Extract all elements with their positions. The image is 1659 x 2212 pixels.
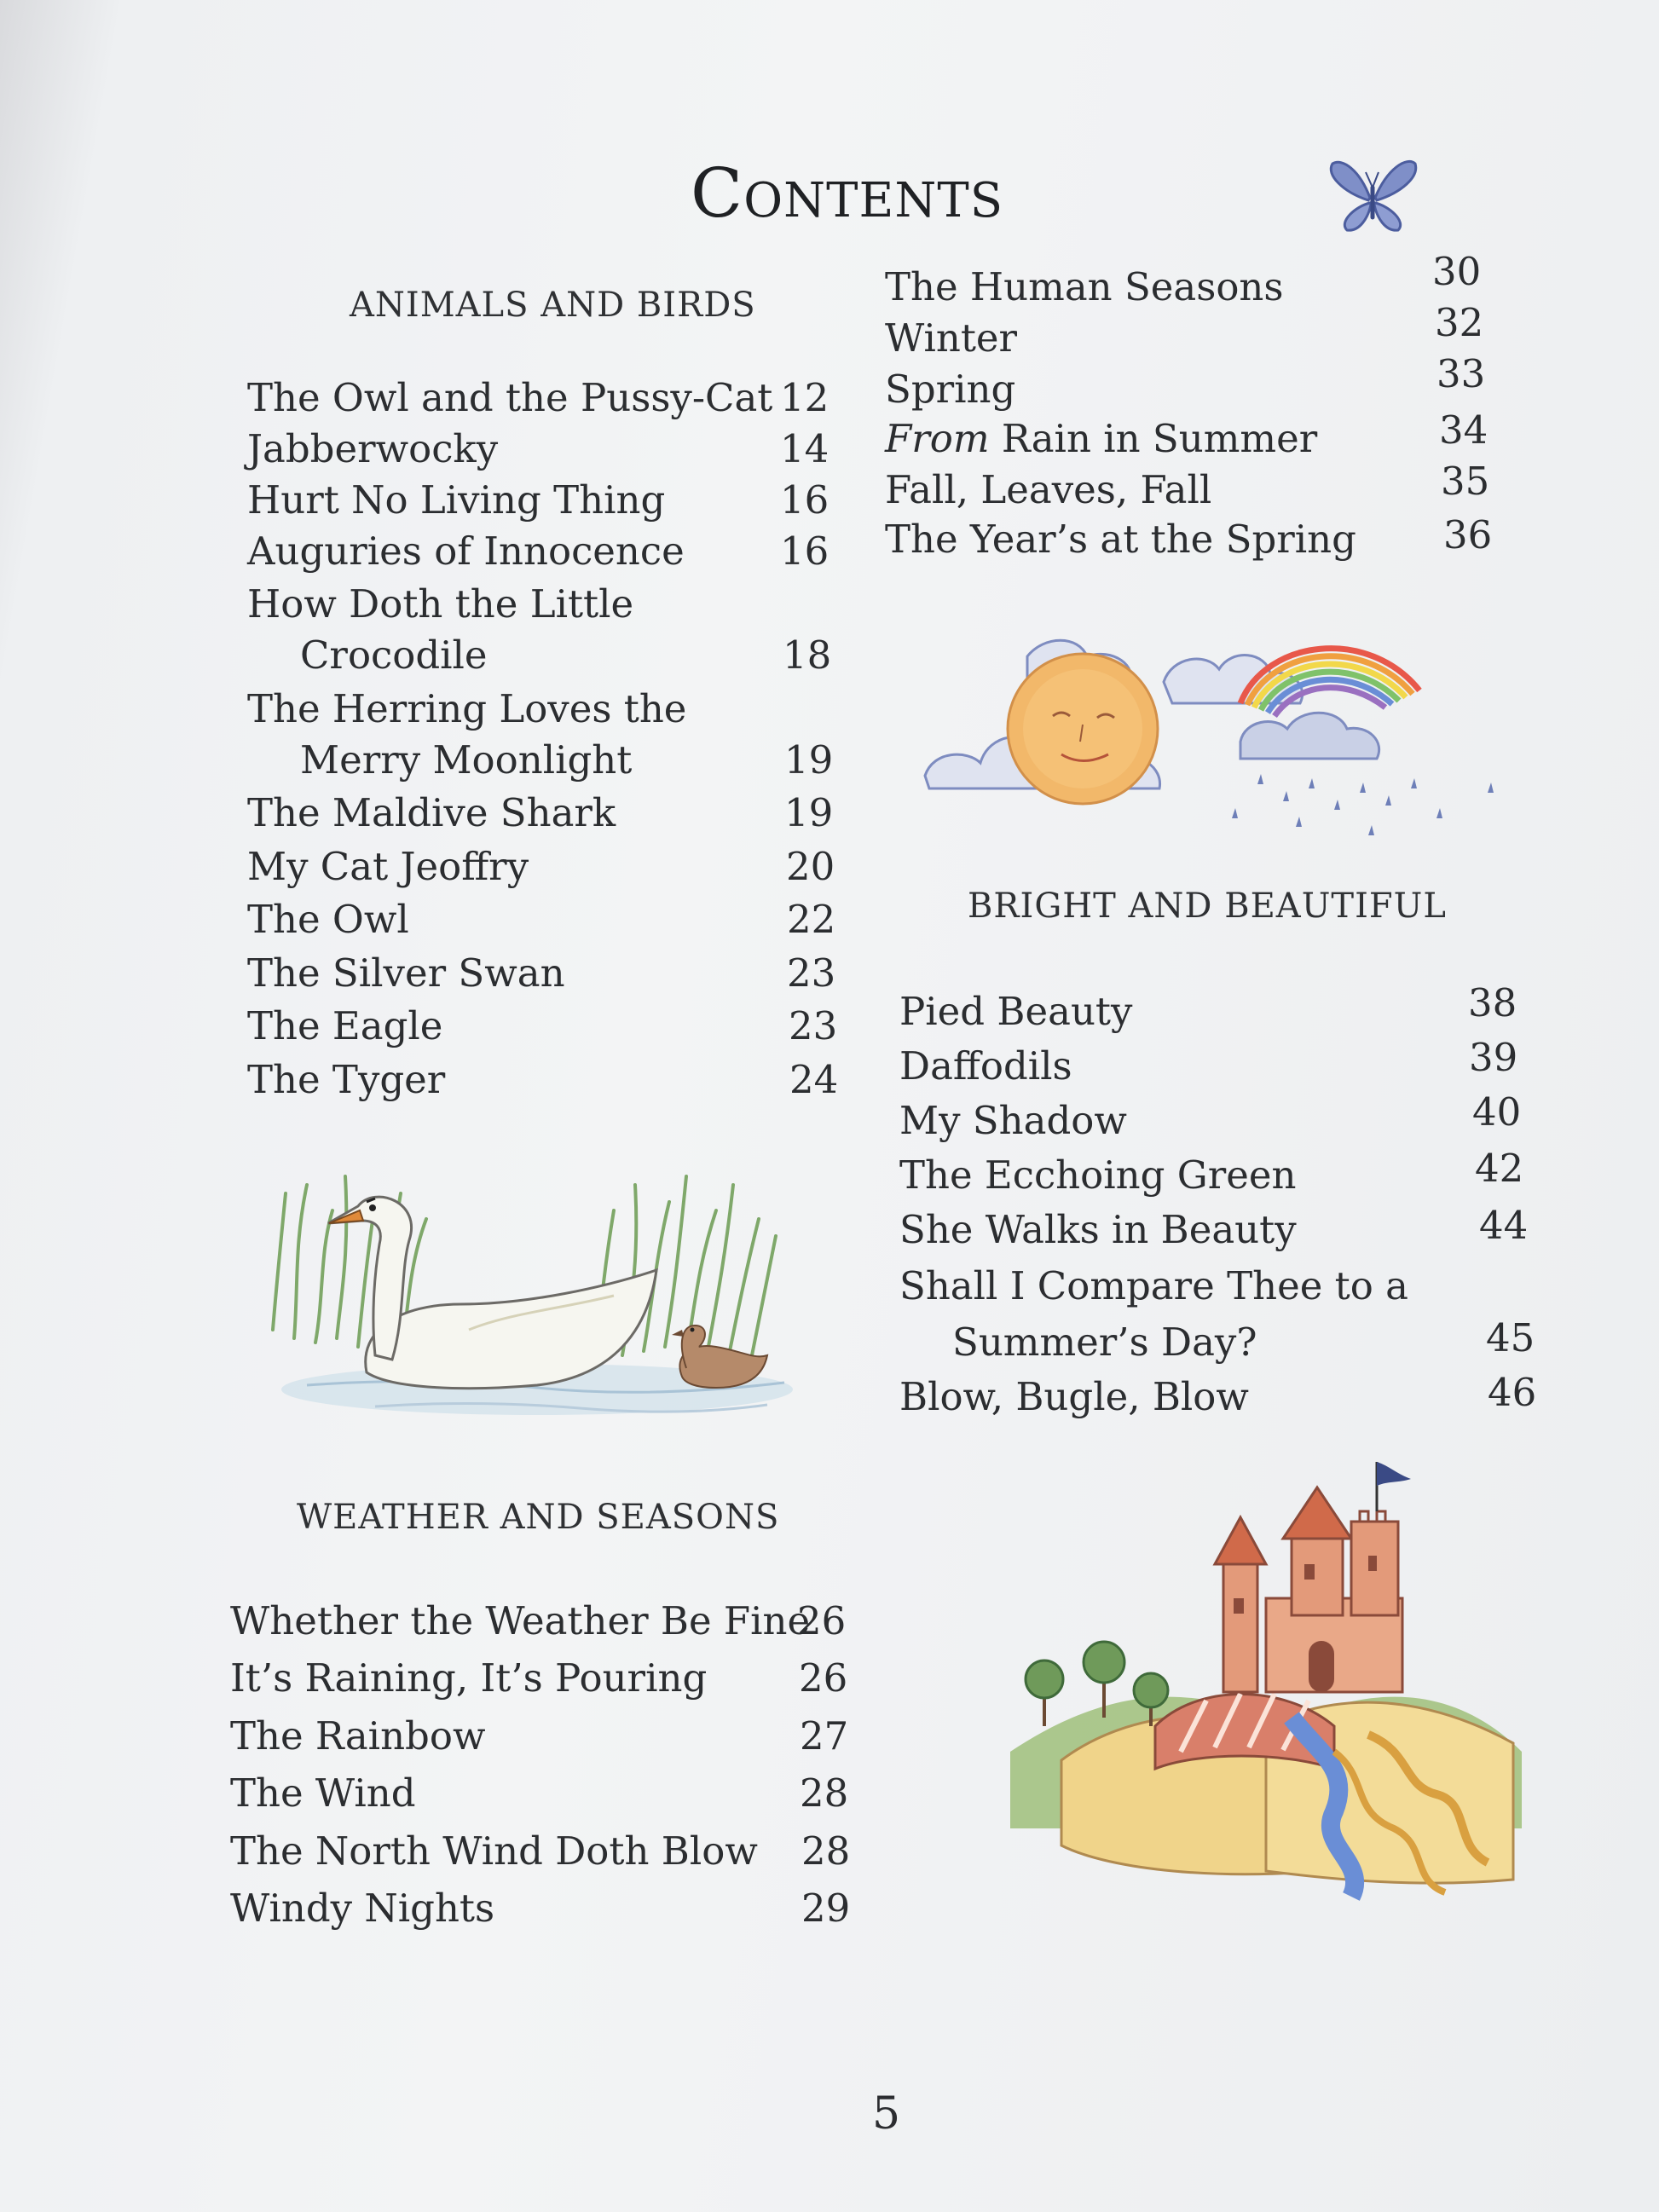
butterfly-icon bbox=[1326, 153, 1419, 234]
swan-illustration bbox=[256, 1159, 801, 1424]
contents-page: Contents ANIMALS AND BIRDS The Owl and the Pussy-Cat 12 Jabberwocky 14 Hurt No Living Thing 16 Auguries of Innocence 16 How Doth the Little Crocodile 18 The Herring Loves the Merry Moonlight 19 The Maldive Shark 19 My Cat Jeoffry 20 The Owl 22 The Silver Swan 23 The Eagle 23 The Tyger 24 WEATHER AND SEASONS Whether the Weather Be Fine 26 It’s Raining, It’s Pouring 26 The Rainbow 27 The Wind 28 The North Wind Doth Blow 28 Windy Nights 29 The Human Seasons 30 Winter 32 Spring 33 From Rain in Summer 34 Fall, Leaves, Fall 35 The Year’s at the Spring 36 BRIGHT AND BEAUTIFUL Pied Beauty 38 Daffodils 39 My Shadow 40 The Ecchoing Green 42 She Walks in Beauty 44 Shall I Compare Thee to a Summer’s Day? 45 Blow, Bugle, Blow 46 5 bbox=[230, 153, 1537, 2140]
castle-illustration bbox=[1010, 1470, 1522, 1897]
italic-prefix: From bbox=[885, 416, 990, 461]
page-title: Contents bbox=[691, 153, 1004, 233]
section-heading-animals-and-birds: ANIMALS AND BIRDS bbox=[350, 286, 756, 325]
section-heading-bright-and-beautiful: BRIGHT AND BEAUTIFUL bbox=[968, 887, 1447, 926]
section-heading-weather-and-seasons: WEATHER AND SEASONS bbox=[297, 1498, 780, 1537]
sun-cloud-rainbow-illustration bbox=[916, 622, 1505, 844]
page-number: 5 bbox=[872, 2088, 901, 2140]
